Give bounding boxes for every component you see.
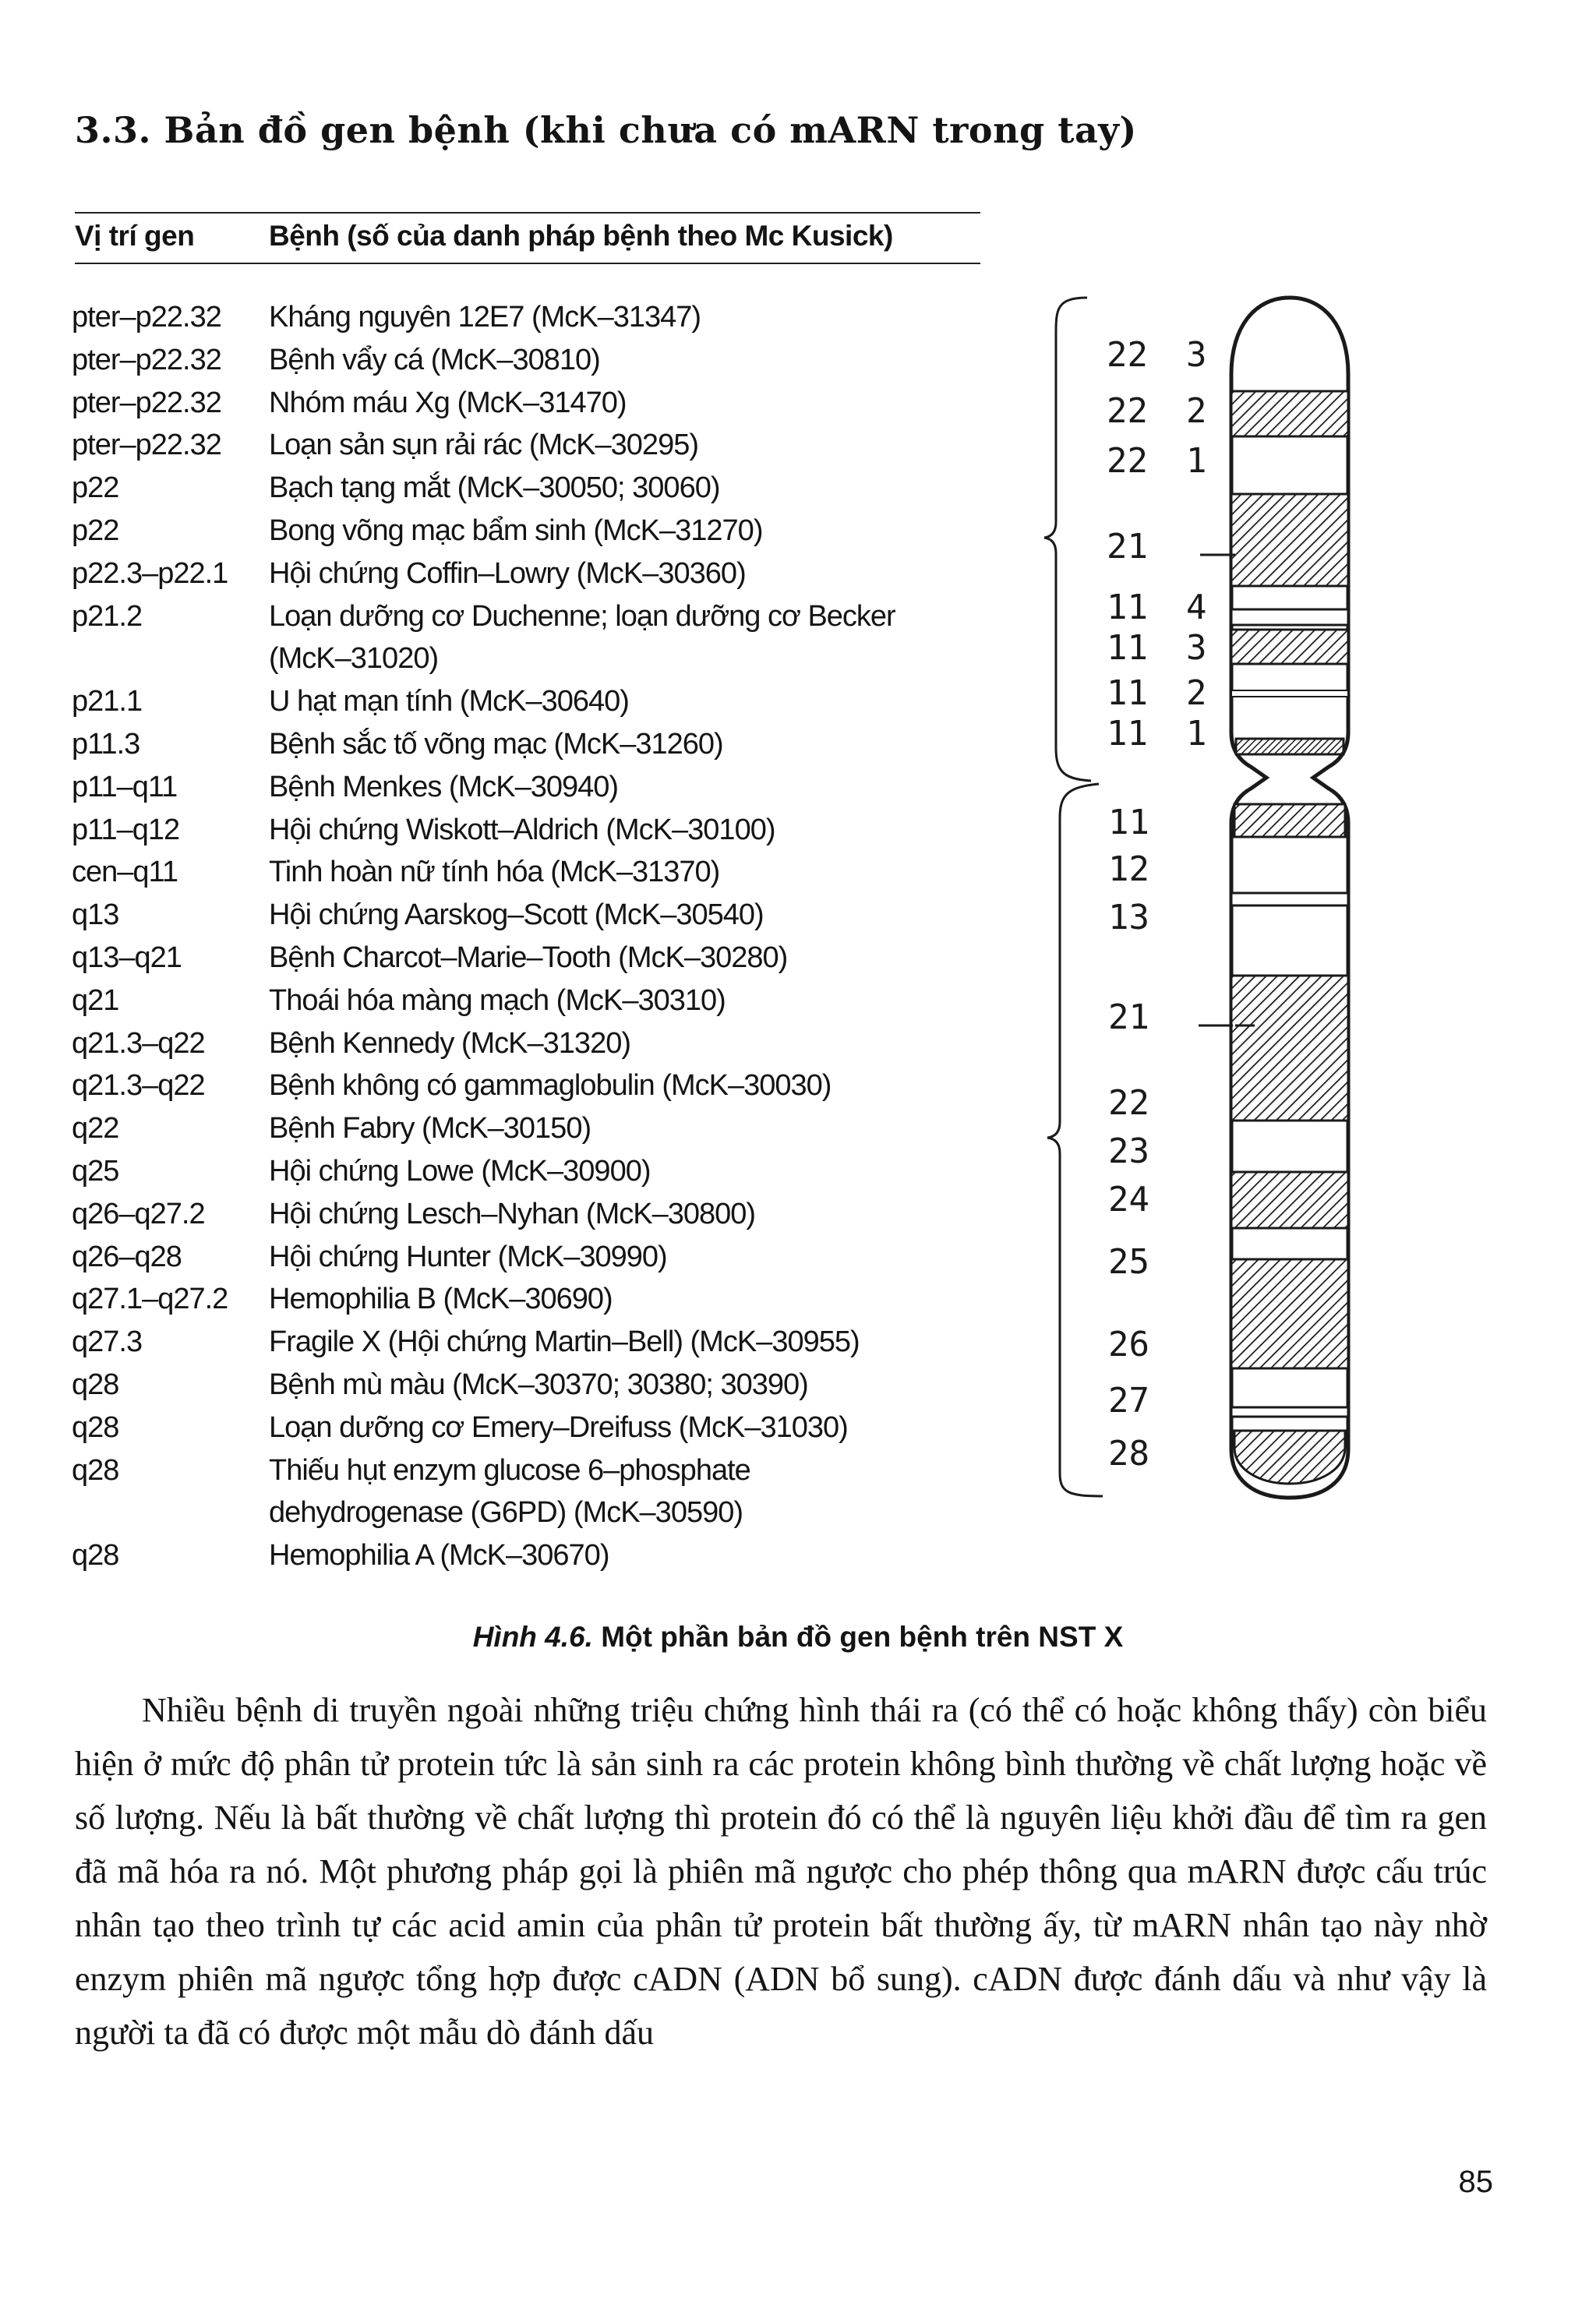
disease-name: Bệnh vẩy cá (McK–30810) [269, 343, 600, 376]
p-band-label: 21 [1107, 527, 1148, 567]
q-band-label: 11 [1108, 803, 1149, 842]
gene-position: pter–p22.32 [72, 301, 221, 334]
gene-position: q26–q28 [72, 1240, 182, 1273]
p-subband-label: 3 [1186, 335, 1207, 375]
disease-name: Loạn dưỡng cơ Duchenne; loạn dưỡng cơ Becker [269, 599, 895, 633]
gene-position: p11.3 [72, 728, 140, 761]
gene-position: q28 [72, 1410, 119, 1444]
disease-name: Loạn dưỡng cơ Emery–Dreifuss (McK–31030) [269, 1410, 848, 1444]
disease-name: Bệnh không có gammaglobulin (McK–30030) [269, 1069, 832, 1103]
q-band-label: 28 [1108, 1434, 1149, 1474]
gene-position: q28 [72, 1368, 119, 1401]
gene-position: p11–q11 [72, 770, 178, 803]
disease-name: Hội chứng Lowe (McK–30900) [269, 1155, 651, 1188]
q-band-label: 26 [1108, 1325, 1149, 1364]
disease-name: Hemophilia A (McK–30670) [269, 1539, 609, 1573]
q-arm-brace [1047, 784, 1103, 1496]
p-band-label: 11 [1107, 714, 1148, 754]
column-header-position: Vị trí gen [75, 220, 195, 252]
disease-name: U hạt mạn tính (McK–30640) [269, 685, 629, 718]
disease-name: Bệnh Menkes (McK–30940) [269, 770, 619, 803]
p-band-label: 11 [1107, 588, 1148, 627]
disease-name: Bong võng mạc bẩm sinh (McK–31270) [269, 514, 763, 547]
p-subband-label: 2 [1186, 673, 1207, 713]
p-subband-label: 4 [1186, 588, 1207, 627]
gene-position: q13 [72, 898, 119, 932]
disease-name: Hội chứng Hunter (McK–30990) [269, 1240, 667, 1273]
q-band-label: 24 [1108, 1180, 1149, 1220]
gene-position: p22 [72, 471, 119, 505]
disease-name: Hội chứng Coffin–Lowry (McK–30360) [269, 556, 746, 590]
q-band-label: 23 [1108, 1131, 1149, 1171]
figure-caption [0, 1621, 1596, 1654]
disease-name: Thoái hóa màng mạch (McK–30310) [269, 983, 726, 1017]
disease-name: Loạn sản sụn rải rác (McK–30295) [269, 429, 698, 462]
table-header-rule [75, 263, 980, 264]
gene-position: q26–q27.2 [72, 1197, 205, 1230]
q-band-label: 12 [1108, 849, 1149, 889]
disease-name: (McK–31020) [269, 642, 439, 676]
gene-position: pter–p22.32 [72, 343, 221, 376]
figure-number: Hình 4.6. [472, 1621, 593, 1653]
disease-name: Tinh hoàn nữ tính hóa (McK–31370) [269, 856, 720, 889]
q-band-label: 13 [1108, 898, 1149, 937]
disease-name: Bệnh mù màu (McK–30370; 30380; 30390) [269, 1368, 808, 1401]
table-top-rule [75, 212, 980, 214]
body-paragraph: Nhiều bệnh di truyền ngoài những triệu chứng hình thái ra (có thể có hoặc không thấy) còn biểu hiện ở mức độ phân tử protein tức là sản sinh ra các protein không bình thường về chất lượng hoặc về số lượng. Nếu là bất thường về chất lượng thì protein đó có thể là nguyên liệu khởi đầu để tìm ra gen đã mã hóa ra nó. Một phương pháp gọi là phiên mã ngược cho phép thông qua mARN được cấu trúc nhân tạo theo trình tự các acid amin của phân tử protein bất thường ấy, từ mARN nhân tạo này nhờ enzym phiên mã ngược tổng hợp được cADN (ADN bổ sung). cADN được đánh dấu và như vậy là người ta đã có được một mẫu dò đánh dấu [75, 1691, 1487, 2052]
gene-position: p22.3–p22.1 [72, 556, 228, 590]
p-arm-brace [1044, 298, 1091, 781]
disease-name: Bệnh Charcot–Marie–Tooth (McK–30280) [269, 941, 788, 974]
x-chromosome-ideogram [1005, 288, 1442, 1504]
chromosome-body [1199, 298, 1348, 1498]
q-band-label: 25 [1108, 1242, 1149, 1282]
q-band-label: 27 [1108, 1381, 1149, 1421]
disease-name: Nhóm máu Xg (McK–31470) [269, 386, 627, 419]
gene-position: q28 [72, 1539, 119, 1573]
gene-position: q25 [72, 1155, 119, 1188]
figure-caption-text: Một phần bản đồ gen bệnh trên NST X [601, 1621, 1124, 1653]
disease-name: Bệnh sắc tố võng mạc (McK–31260) [269, 728, 723, 761]
p-band-label: 22 [1107, 391, 1148, 431]
gene-position: q22 [72, 1112, 119, 1145]
disease-name: Bệnh Fabry (McK–30150) [269, 1112, 591, 1145]
gene-position: p21.2 [72, 599, 143, 633]
p-subband-label: 1 [1186, 441, 1207, 481]
p-band-label: 22 [1107, 441, 1148, 481]
gene-position: q27.3 [72, 1325, 143, 1359]
gene-position: p21.1 [72, 685, 143, 718]
p-subband-label: 2 [1186, 391, 1207, 431]
p-subband-label: 3 [1186, 628, 1207, 668]
disease-name: Fragile X (Hội chứng Martin–Bell) (McK–30955) [269, 1325, 860, 1359]
p-subband-label: 1 [1186, 714, 1207, 754]
p-band-label: 22 [1107, 335, 1148, 375]
q-band-label: 21 [1108, 997, 1149, 1037]
section-heading: 3.3. Bản đồ gen bệnh (khi chưa có mARN trong tay) [75, 109, 1137, 151]
disease-name: Bệnh Kennedy (McK–31320) [269, 1026, 630, 1060]
disease-name: Bạch tạng mắt (McK–30050; 30060) [269, 471, 720, 505]
disease-name: Kháng nguyên 12E7 (McK–31347) [269, 301, 701, 334]
gene-position: q28 [72, 1453, 119, 1487]
disease-name: Hemophilia B (McK–30690) [269, 1283, 613, 1316]
p-band-label: 11 [1107, 628, 1148, 668]
gene-position: cen–q11 [72, 856, 178, 889]
gene-position: q13–q21 [72, 941, 182, 974]
band-labels [1107, 335, 1207, 1474]
gene-position: q21.3–q22 [72, 1026, 205, 1060]
q-band-label: 22 [1108, 1083, 1149, 1123]
disease-name: Hội chứng Wiskott–Aldrich (McK–30100) [269, 813, 775, 846]
page-number: 85 [1458, 2165, 1493, 2199]
p-band-label: 11 [1107, 673, 1148, 713]
disease-name: Hội chứng Aarskog–Scott (McK–30540) [269, 898, 764, 932]
gene-position: q21 [72, 983, 119, 1017]
gene-position: pter–p22.32 [72, 429, 221, 462]
disease-name: Hội chứng Lesch–Nyhan (McK–30800) [269, 1197, 756, 1230]
disease-name: Thiếu hụt enzym glucose 6–phosphate [269, 1453, 750, 1487]
gene-position: q21.3–q22 [72, 1069, 205, 1103]
gene-position: p11–q12 [72, 813, 180, 846]
disease-name: dehydrogenase (G6PD) (McK–30590) [269, 1496, 743, 1530]
gene-position: p22 [72, 514, 119, 547]
gene-position: q27.1–q27.2 [72, 1283, 228, 1316]
gene-position: pter–p22.32 [72, 386, 221, 419]
column-header-disease: Bệnh (số của danh pháp bệnh theo Mc Kusick) [269, 220, 893, 252]
